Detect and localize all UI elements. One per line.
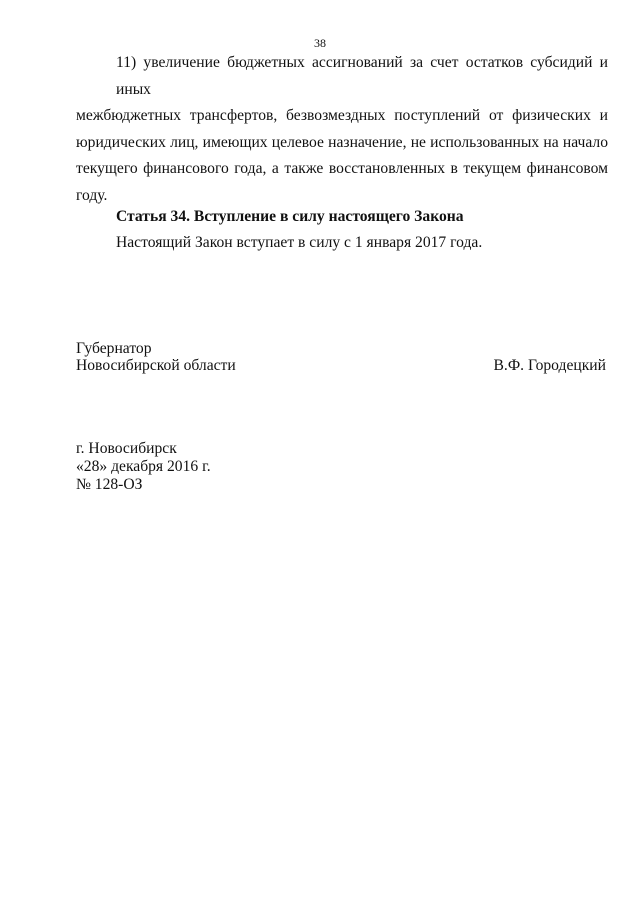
- signature-name: В.Ф. Городецкий: [493, 357, 606, 374]
- signature-position-line-2: Новосибирской области: [76, 357, 236, 374]
- footer-city: г. Новосибирск: [76, 440, 177, 457]
- footer-date: «28» декабря 2016 г.: [76, 458, 211, 475]
- item-11-paragraph: [76, 50, 608, 209]
- footer-number: № 128-ОЗ: [76, 476, 143, 493]
- item-11-line-2: межбюджетных трансфертов, безвозмездных поступлений от физических и: [76, 107, 608, 124]
- signature-position-line-1: Губернатор: [76, 340, 152, 357]
- page-number: 38: [314, 36, 326, 50]
- item-11-line-5: году.: [76, 186, 108, 204]
- article-34-heading: Статья 34. Вступление в силу настоящего Закона: [116, 208, 464, 225]
- item-11-line-3: юридических лиц, имеющих целевое назначение, не использованных на начало: [76, 133, 608, 151]
- article-34-text: Настоящий Закон вступает в силу с 1 января 2017 года.: [116, 234, 483, 251]
- item-11-line-1: 11) увеличение бюджетных ассигнований за счет остатков субсидий и иных: [116, 54, 608, 98]
- item-11-line-4: текущего финансового года, а также восстановленных в текущем финансовом: [76, 160, 608, 177]
